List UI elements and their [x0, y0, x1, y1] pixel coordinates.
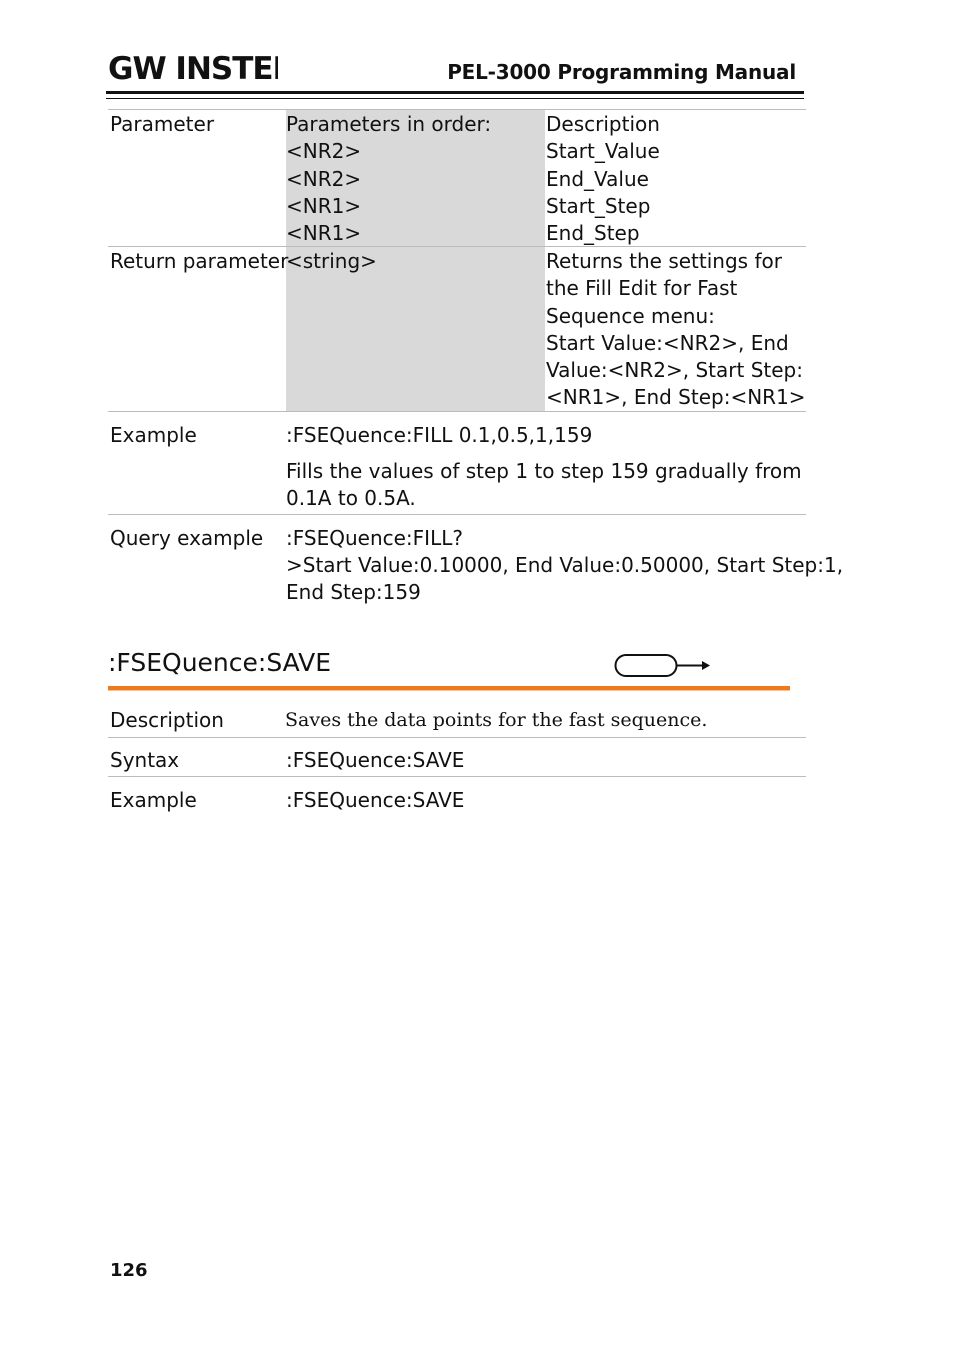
example-command: :FSEQuence:FILL 0.1,0.5,1,159	[286, 423, 593, 447]
query-example-label: Query example	[110, 526, 264, 550]
set-command-icon	[614, 653, 712, 683]
parameter-description: End_Value	[546, 167, 649, 191]
parameter-description: Start_Step	[546, 194, 651, 218]
return-parameter-description: Start Value:<NR2>, End	[546, 331, 789, 355]
parameter-description-heading: Description	[546, 112, 660, 136]
example-label: Example	[110, 788, 197, 812]
header-rule-thin	[106, 98, 804, 99]
return-parameter-type: <string>	[286, 249, 377, 273]
parameter-label: Parameter	[110, 112, 215, 136]
header-rule-thick	[106, 91, 804, 94]
table-row-divider	[108, 514, 806, 515]
gw-instek-logo-icon	[108, 52, 278, 82]
description-text: Saves the data points for the fast sequence.	[285, 709, 708, 731]
table-row-divider	[108, 737, 806, 738]
example-label: Example	[110, 423, 197, 447]
return-parameter-description: the Fill Edit for Fast	[546, 276, 738, 300]
query-example-line: >Start Value:0.10000, End Value:0.50000, Start Step:1,	[286, 553, 844, 577]
page-number: 126	[110, 1260, 148, 1281]
table-row-divider	[108, 411, 806, 412]
gw-instek-logo	[108, 52, 278, 86]
return-parameter-description: <NR1>, End Step:<NR1>	[546, 385, 806, 409]
manual-title: PEL-3000 Programming Manual	[447, 60, 796, 84]
logo-text: GW INSTEK	[108, 52, 278, 82]
return-parameter-description: Returns the settings for	[546, 249, 782, 273]
query-example-line: :FSEQuence:FILL?	[286, 526, 463, 550]
parameter-type: <NR1>	[286, 221, 362, 245]
query-example-line: End Step:159	[286, 580, 421, 604]
table-row-divider	[108, 776, 806, 777]
parameter-description: Start_Value	[546, 139, 660, 163]
syntax-label: Syntax	[110, 748, 180, 772]
section-title: :FSEQuence:SAVE	[108, 648, 332, 677]
example-text: :FSEQuence:SAVE	[286, 788, 465, 812]
syntax-text: :FSEQuence:SAVE	[286, 748, 465, 772]
return-parameter-description: Value:<NR2>, Start Step:	[546, 358, 803, 382]
section-title-underline	[108, 686, 790, 691]
description-label: Description	[110, 708, 224, 732]
example-description: 0.1A to 0.5A.	[286, 486, 416, 510]
return-parameter-label: Return parameter	[110, 249, 289, 273]
return-parameter-description: Sequence menu:	[546, 304, 715, 328]
parameter-type: <NR2>	[286, 167, 362, 191]
parameter-order-heading: Parameters in order:	[286, 112, 492, 136]
parameter-type: <NR2>	[286, 139, 362, 163]
table-row-divider	[108, 246, 806, 247]
example-description: Fills the values of step 1 to step 159 gradually from	[286, 459, 802, 483]
parameter-type: <NR1>	[286, 194, 362, 218]
parameter-description: End_Step	[546, 221, 640, 245]
